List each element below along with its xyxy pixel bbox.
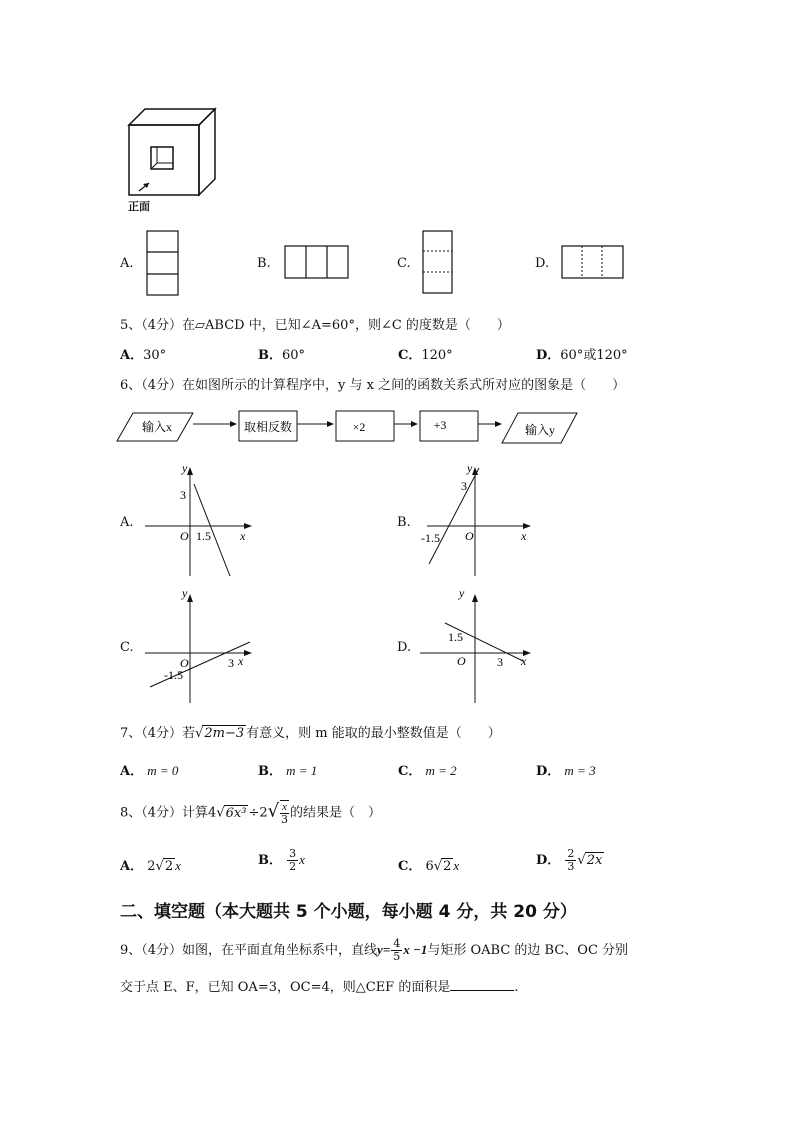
graph-c-origin-label: O [180,656,189,670]
q7-option-d[interactable]: D． m = 3 [536,763,596,779]
front-label: 正面 [128,200,150,213]
q4-option-b-figure[interactable] [284,245,350,281]
q5-option-b[interactable]: B．60° [258,348,306,363]
section-title: 二、填空题（本大题共 5 个小题，每小题 4 分，共 20 分） [120,902,577,922]
graph-a-origin-label: O [180,529,189,543]
q4-option-c-letter[interactable]: C. [397,256,411,271]
graph-d-y-label: y [459,586,465,600]
q6-graph-c[interactable] [140,585,260,707]
q6-graph-a[interactable] [140,460,260,582]
q4-option-d-figure[interactable] [561,245,625,281]
graph-b-y-intercept: 3 [461,479,467,493]
q5-option-c[interactable]: C．120° [398,348,453,363]
q8-option-a[interactable]: A． 2√2 x [120,858,181,874]
q7-stem: 7、（4分）若√2m−3 有意义，则 m 能取的最小整数值是（ ） [120,726,501,741]
q6-option-c-letter[interactable]: C. [120,640,134,655]
flow-negate: 取相反数 [243,420,293,434]
q6-option-b-letter[interactable]: B. [397,515,411,530]
graph-a-x-intercept: 1.5 [196,529,211,543]
q6-option-a-letter[interactable]: A. [120,515,134,530]
q4-option-a-letter[interactable]: A. [120,256,134,271]
graph-a-x-label: x [240,529,246,543]
flow-output-y: 输入y [524,423,556,437]
graph-d-origin-label: O [457,654,466,668]
cube-figure [125,105,225,210]
q8-option-d[interactable]: D． $\frac{2}{3}$ √2x [536,847,603,873]
graph-b-y-label: y [467,461,473,475]
graph-c-y-label: y [182,586,188,600]
q7-option-c[interactable]: C． m = 2 [398,763,457,779]
q5-stem: 5、（4分）在▱ABCD 中，已知∠A=60°，则∠C 的度数是（ ） [120,318,510,333]
graph-b-origin-label: O [465,529,474,543]
graph-c-y-intercept: -1.5 [164,668,183,682]
q4-option-b-letter[interactable]: B. [257,256,271,271]
q9-line1: 9、（4分）如图，在平面直角坐标系中，直线y= $\frac{4}{5}$ x −1与矩形 OABC 的边 BC、OC 分别 [120,937,629,963]
q8-stem: 8、（4分）计算4√6x³ ÷2√ $\frac{x}{3}$ 的结果是（ ） [120,800,382,826]
flow-times2: ×2 [352,420,366,434]
graph-a-y-intercept: 3 [180,488,186,502]
q8-option-c[interactable]: C． 6√2 x [398,858,460,874]
flow-plus3-box [420,411,478,441]
q9-line2: 交于点 E、F，已知 OA=3，OC=4，则△CEF 的面积是 . [120,980,519,995]
q4-option-d-letter[interactable]: D. [535,256,550,271]
q6-option-d-letter[interactable]: D. [397,640,412,655]
q6-flowchart [115,405,595,450]
graph-b-x-intercept: -1.5 [421,531,440,545]
graph-a-y-label: y [182,461,188,475]
flow-plus3: +3 [433,418,447,432]
q7-option-b[interactable]: B． m = 1 [258,763,318,779]
graph-c-x-intercept: 3 [228,656,234,670]
q8-option-b[interactable]: B． $\frac{3}{2}$ x [258,847,305,873]
q7-radicand: 2m−3 [204,726,245,741]
graph-b-x-label: x [521,529,527,543]
q5-option-a[interactable]: A．30° [120,348,167,363]
flow-input-x: 输入x [141,420,173,434]
graph-d-y-intercept: 1.5 [448,630,463,644]
graph-d-x-intercept: 3 [497,655,503,669]
q6-graph-d[interactable] [415,585,540,707]
q5-option-d[interactable]: D．60°或120° [536,348,628,363]
q7-option-a[interactable]: A． m = 0 [120,763,179,779]
q6-graph-b[interactable] [415,460,540,582]
q4-option-a-figure[interactable] [146,230,180,298]
q6-stem: 6、（4分）在如图所示的计算程序中，y 与 x 之间的函数关系式所对应的图象是（ ） [120,378,626,393]
q4-option-c-figure[interactable] [422,230,454,296]
graph-d-x-label: x [521,654,527,668]
graph-c-x-label: x [238,654,244,668]
answer-blank[interactable] [450,978,514,991]
